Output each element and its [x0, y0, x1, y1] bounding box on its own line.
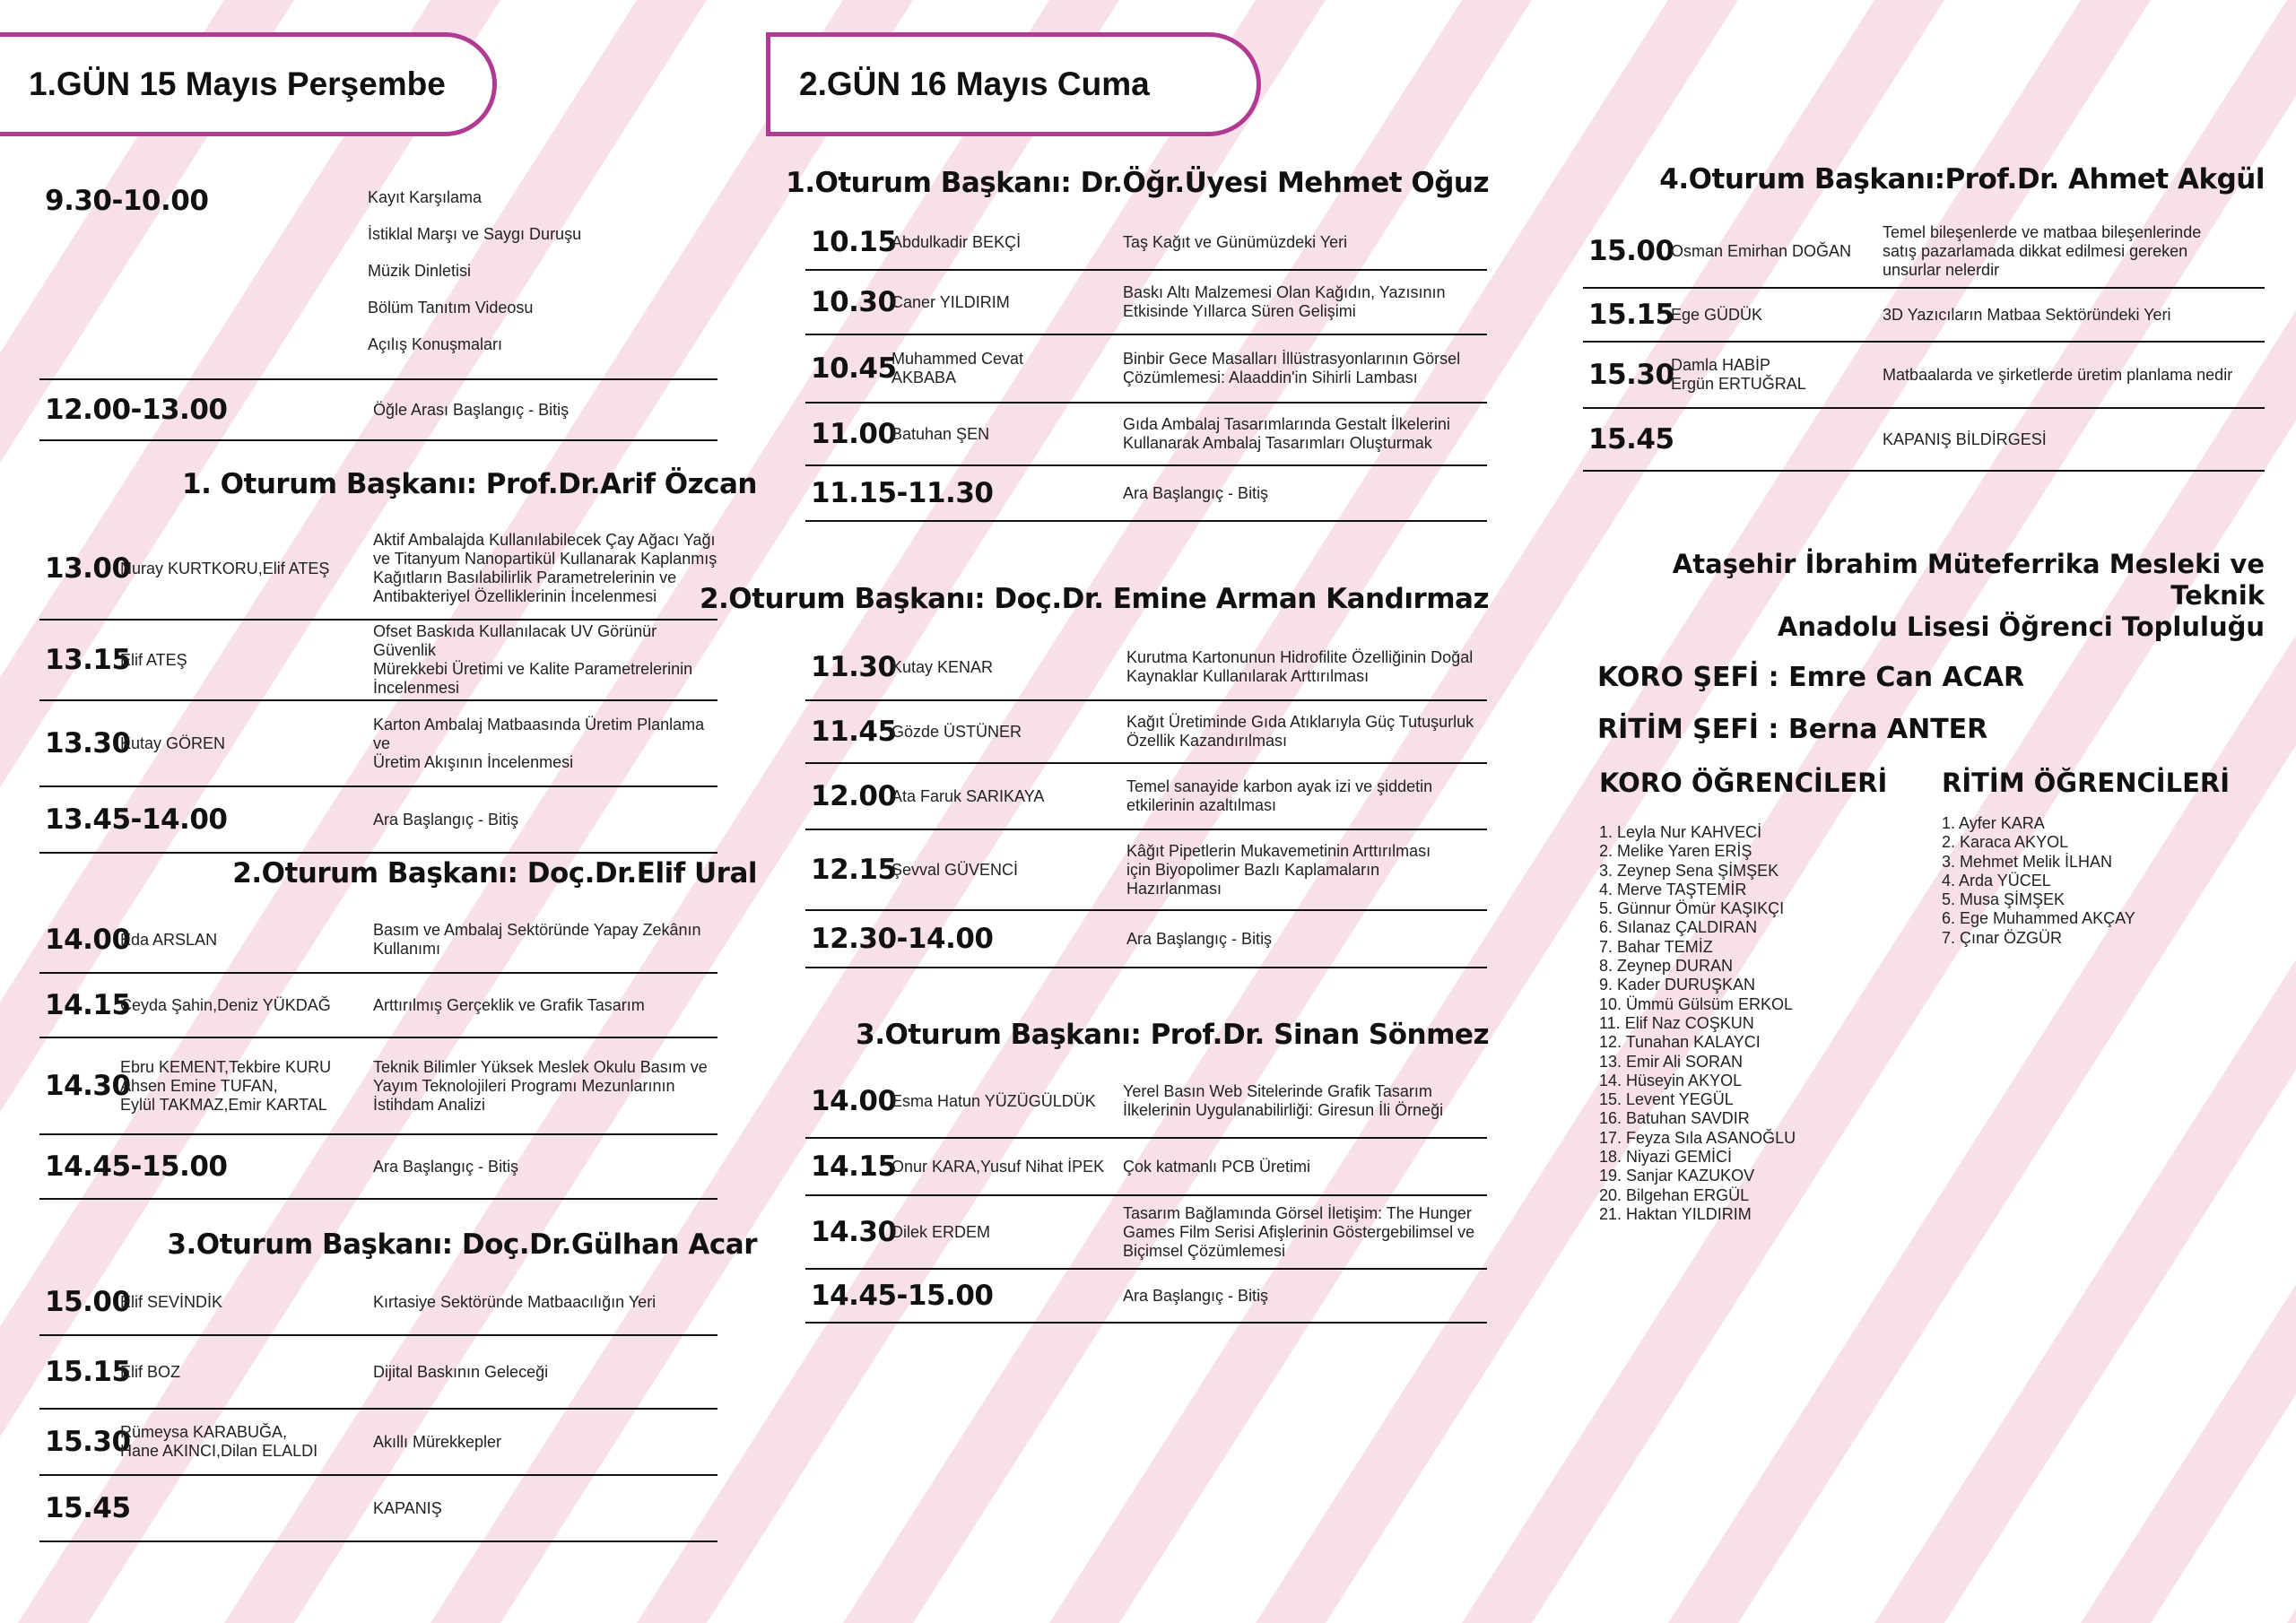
row-time: 13.00 — [45, 552, 131, 585]
session-title: 3.Oturum Başkanı: Prof.Dr. Sinan Sönmez — [856, 1019, 1489, 1051]
schedule-row — [805, 830, 1487, 911]
rhythm-students-title: RİTİM ÖĞRENCİLERİ — [1942, 768, 2230, 798]
row-time: 11.15-11.30 — [811, 477, 994, 509]
row-time: 11.00 — [811, 418, 897, 450]
row-speaker: Eda ARSLAN — [120, 930, 218, 949]
student-name: 17. Feyza Sıla ASANOĞLU — [1599, 1128, 1796, 1147]
student-name: 1. Ayfer KARA — [1942, 814, 2045, 832]
schedule-row — [39, 1410, 718, 1476]
student-name: 14. Hüseyin AKYOL — [1599, 1071, 1743, 1089]
row-topic: Ofset Baskıda Kullanılacak UV Görünür Güvenlik Mürekkebi Üretimi ve Kalite Parametrelerinin İncelenmesi — [373, 622, 693, 697]
student-name: 2. Melike Yaren ERİŞ — [1599, 842, 1752, 861]
schedule-row — [39, 787, 718, 854]
opening-item: İstiklal Marşı ve Saygı Duruşu — [368, 225, 582, 243]
row-time: 15.00 — [1588, 235, 1674, 267]
schedule-row — [805, 215, 1487, 271]
row-time: 15.30 — [1588, 359, 1674, 391]
row-time: 15.00 — [45, 1286, 131, 1318]
student-name: 7. Bahar TEMİZ — [1599, 937, 1713, 956]
row-speaker: Elif SEVİNDİK — [120, 1292, 223, 1311]
rhythm-students-list — [1942, 814, 2135, 948]
student-name: 21. Haktan YILDIRIM — [1599, 1204, 1752, 1223]
session-title: 4.Oturum Başkanı:Prof.Dr. Ahmet Akgül — [1659, 163, 2265, 195]
row-time: 13.30 — [45, 727, 131, 759]
opening-item: Müzik Dinletisi — [368, 262, 472, 280]
row-topic: Dijital Baskının Geleceği — [373, 1362, 549, 1381]
rhythm-chief: RİTİM ŞEFİ : Berna ANTER — [1597, 714, 1988, 745]
student-name: 6. Ege Muhammed AKÇAY — [1942, 909, 2135, 928]
opening-time: 9.30-10.00 — [45, 185, 209, 217]
row-time: 15.15 — [45, 1356, 131, 1388]
row-speaker: Muhammed Cevat AKBABA — [891, 350, 1024, 386]
row-speaker: Dilek ERDEM — [891, 1222, 991, 1241]
schedule-row — [39, 1038, 718, 1135]
student-name: 5. Musa ŞİMŞEK — [1942, 890, 2066, 909]
student-name: 11. Elif Naz COŞKUN — [1599, 1013, 1754, 1032]
row-time: 12.30-14.00 — [811, 923, 994, 955]
school-name: Ataşehir İbrahim Müteferrika Mesleki ve Teknik Anadolu Lisesi Öğrenci Topluluğu — [1672, 549, 2265, 642]
row-speaker: Ebru KEMENT,Tekbire KURU Ahsen Emine TUFAN, Eylül TAKMAZ,Emir KARTAL — [120, 1057, 332, 1114]
row-speaker: Esma Hatun YÜZÜGÜLDÜK — [891, 1091, 1096, 1110]
schedule-row — [805, 271, 1487, 335]
student-name: 13. Emir Ali SORAN — [1599, 1052, 1744, 1071]
row-topic: Tasarım Bağlamında Görsel İletişim: The Hunger Games Film Serisi Afişlerinin Göstergebilimsel ve Biçimsel Çözümlemesi — [1123, 1203, 1475, 1260]
schedule-row — [39, 907, 718, 974]
row-topic: Ara Başlangıç - Bitiş — [373, 1157, 519, 1176]
schedule-row — [39, 621, 718, 701]
lunch-row — [39, 380, 718, 441]
session-title: 2.Oturum Başkanı: Doç.Dr.Elif Ural — [232, 857, 757, 890]
schedule-row — [1583, 289, 2265, 343]
row-topic: Basım ve Ambalaj Sektöründe Yapay Zekânın Kullanımı — [373, 921, 701, 958]
row-time: 12.15 — [811, 854, 897, 886]
student-name: 9. Kader DURUŞKAN — [1599, 976, 1756, 994]
row-topic: Ara Başlangıç - Bitiş — [1123, 1286, 1269, 1305]
session-title: 3.Oturum Başkanı: Doç.Dr.Gülhan Acar — [167, 1228, 757, 1261]
student-name: 19. Sanjar KAZUKOV — [1599, 1167, 1755, 1185]
row-time: 11.30 — [811, 651, 897, 683]
row-topic: KAPANIŞ — [373, 1498, 442, 1517]
student-name: 15. Levent YEGÜL — [1599, 1090, 1734, 1109]
row-speaker: Şevval GÜVENCİ — [891, 860, 1019, 879]
row-speaker: Ege GÜDÜK — [1671, 305, 1763, 324]
row-speaker: Caner YILDIRIM — [891, 292, 1010, 311]
row-speaker: Kutay KENAR — [891, 657, 994, 676]
row-topic: Aktif Ambalajda Kullanılabilecek Çay Ağacı Yağı ve Titanyum Nanopartikül Kullanarak Kaplanmış Kağıtların Basılabilirlik Parametrelerinin ve Antibakteriyel Özelliklerinin İncelenmesi — [373, 531, 718, 605]
row-topic: Ara Başlangıç - Bitiş — [1123, 483, 1269, 502]
row-time: 13.45-14.00 — [45, 803, 228, 836]
row-topic: Kurutma Kartonunun Hidrofilite Özelliğinin Doğal Kaynaklar Kullanılarak Arttırılması — [1126, 648, 1474, 685]
row-topic: Temel bileşenlerde ve matbaa bileşenlerinde satış pazarlamada dikkat edilmesi gereken unsurlar nelerdir — [1883, 222, 2202, 279]
row-topic: Çok katmanlı PCB Üretimi — [1123, 1157, 1311, 1176]
schedule-row — [805, 764, 1487, 830]
row-time: 14.00 — [811, 1085, 897, 1117]
row-speaker: Ceyda Şahin,Deniz YÜKDAĞ — [120, 995, 331, 1014]
row-time: 14.45-15.00 — [45, 1150, 228, 1183]
day1-header: 1.GÜN 15 Mayıs Perşembe — [0, 32, 497, 136]
schedule-row — [805, 911, 1487, 968]
student-name: 18. Niyazi GEMİCİ — [1599, 1148, 1733, 1167]
student-name: 16. Batuhan SAVDIR — [1599, 1109, 1750, 1128]
row-topic: Ara Başlangıç - Bitiş — [1126, 929, 1273, 948]
row-topic: Binbir Gece Masalları İllüstrasyonlarının Görsel Çözümlemesi: Alaaddin'in Sihirli Lambası — [1123, 350, 1461, 386]
row-time: 15.45 — [45, 1492, 131, 1524]
schedule-row — [39, 1135, 718, 1200]
row-time: 10.15 — [811, 226, 897, 258]
row-time: 12.00 — [811, 780, 897, 812]
row-topic: Teknik Bilimler Yüksek Meslek Okulu Basım ve Yayım Teknolojileri Programı Mezunlarının İstihdam Analizi — [373, 1057, 708, 1114]
schedule-row — [39, 701, 718, 787]
student-name: 1. Leyla Nur KAHVECİ — [1599, 823, 1762, 841]
row-topic: Matbaalarda ve şirketlerde üretim planlama nedir — [1883, 365, 2233, 384]
student-name: 3. Mehmet Melik İLHAN — [1942, 852, 2113, 871]
row-speaker: Damla HABİP Ergün ERTUĞRAL — [1671, 356, 1806, 393]
row-time: 14.45-15.00 — [811, 1280, 994, 1312]
row-topic: Baskı Altı Malzemesi Olan Kağıdın, Yazısının Etkisinde Yıllarca Süren Gelişimi — [1123, 283, 1446, 320]
row-time: 14.15 — [45, 989, 131, 1021]
row-topic: Ara Başlangıç - Bitiş — [373, 810, 519, 829]
session-title: 1.Oturum Başkanı: Dr.Öğr.Üyesi Mehmet Oğuz — [786, 167, 1489, 199]
row-speaker: Onur KARA,Yusuf Nihat İPEK — [891, 1157, 1105, 1176]
row-speaker: Nuray KURTKORU,Elif ATEŞ — [120, 559, 330, 577]
student-name: 4. Arda YÜCEL — [1942, 871, 2051, 890]
row-topic: Kırtasiye Sektöründe Matbaacılığın Yeri — [373, 1292, 657, 1311]
student-name: 8. Zeynep DURAN — [1599, 957, 1734, 976]
row-speaker: Ata Faruk SARIKAYA — [891, 786, 1045, 805]
schedule-row — [39, 1476, 718, 1542]
schedule-row — [1583, 343, 2265, 409]
schedule-row — [805, 701, 1487, 764]
row-speaker: Abdulkadir BEKÇİ — [891, 232, 1022, 251]
row-topic: Karton Ambalaj Matbaasında Üretim Planlama ve Üretim Akışının İncelenmesi — [373, 715, 705, 771]
row-time: 15.30 — [45, 1426, 131, 1458]
choir-students-list — [1599, 823, 1796, 1224]
opening-items — [368, 188, 581, 372]
row-time: 15.45 — [1588, 423, 1674, 456]
row-topic: Arttırılmış Gerçeklik ve Grafik Tasarım — [373, 995, 645, 1014]
row-topic: Kâğıt Pipetlerin Mukavemetinin Arttırılması için Biyopolimer Bazlı Kaplamaların Hazırlanması — [1126, 841, 1431, 898]
schedule-row — [39, 518, 718, 621]
row-speaker: Rümeysa KARABUĞA, Hane AKINCI,Dilan ELALDI — [120, 1423, 318, 1460]
row-time: 10.30 — [811, 286, 897, 318]
student-name: 5. Günnur Ömür KAŞIKÇI — [1599, 899, 1785, 918]
student-name: 3. Zeynep Sena ŞİMŞEK — [1599, 861, 1779, 880]
opening-item: Açılış Konuşmaları — [368, 335, 503, 353]
row-topic: Taş Kağıt ve Günümüzdeki Yeri — [1123, 232, 1348, 251]
row-topic: 3D Yazıcıların Matbaa Sektöründeki Yeri — [1883, 305, 2171, 324]
schedule-row — [805, 1139, 1487, 1196]
schedule-row — [39, 1270, 718, 1336]
schedule-row — [805, 1196, 1487, 1270]
row-topic: Temel sanayide karbon ayak izi ve şiddetin etkilerinin azaltılması — [1126, 777, 1433, 814]
student-name: 2. Karaca AKYOL — [1942, 833, 2069, 852]
opening-item: Bölüm Tanıtım Videosu — [368, 299, 534, 317]
row-time: 14.30 — [811, 1216, 897, 1248]
row-speaker: Batuhan ŞEN — [891, 424, 990, 443]
row-speaker: Elif BOZ — [120, 1362, 181, 1381]
choir-chief: KORO ŞEFİ : Emre Can ACAR — [1597, 662, 2025, 693]
schedule-row — [805, 404, 1487, 466]
opening-item: Kayıt Karşılama — [368, 188, 483, 206]
session-title: 1. Oturum Başkanı: Prof.Dr.Arif Özcan — [182, 468, 757, 500]
schedule-row — [39, 1336, 718, 1410]
student-name: 12. Tunahan KALAYCI — [1599, 1033, 1761, 1052]
row-speaker: Osman Emirhan DOĞAN — [1671, 241, 1852, 260]
row-speaker: Gözde ÜSTÜNER — [891, 722, 1022, 741]
row-time: 10.45 — [811, 352, 897, 385]
row-time: 14.00 — [45, 924, 131, 956]
schedule-row — [805, 1065, 1487, 1139]
student-name: 10. Ümmü Gülsüm ERKOL — [1599, 994, 1794, 1013]
row-time: 14.15 — [811, 1150, 897, 1183]
schedule-row — [1583, 215, 2265, 289]
row-speaker: Elif ATEŞ — [120, 650, 187, 669]
schedule-row — [805, 635, 1487, 701]
row-topic: Öğle Arası Başlangıç - Bitiş — [373, 400, 570, 419]
schedule-row — [805, 335, 1487, 404]
row-time: 15.15 — [1588, 299, 1674, 331]
row-topic: Yerel Basın Web Sitelerinde Grafik Tasarım İlkelerinin Uygulanabilirliği: Giresun İli Örneği — [1123, 1082, 1444, 1119]
day2-header: 2.GÜN 16 Mayıs Cuma — [766, 32, 1261, 136]
schedule-row — [1583, 409, 2265, 472]
row-speaker: Kutay GÖREN — [120, 733, 226, 752]
row-time: 14.30 — [45, 1070, 131, 1102]
row-topic: Gıda Ambalaj Tasarımlarında Gestalt İlkelerini Kullanarak Ambalaj Tasarımları Oluşturmak — [1123, 415, 1450, 452]
student-name: 4. Merve TAŞTEMİR — [1599, 880, 1747, 898]
row-topic: Kağıt Üretiminde Gıda Atıklarıyla Güç Tutuşurluk Özellik Kazandırılması — [1126, 713, 1474, 750]
session-title: 2.Oturum Başkanı: Doç.Dr. Emine Arman Kandırmaz — [699, 583, 1489, 615]
row-topic: Akıllı Mürekkepler — [373, 1432, 502, 1451]
choir-students-title: KORO ÖĞRENCİLERİ — [1599, 768, 1888, 798]
schedule-row — [805, 1270, 1487, 1324]
student-name: 20. Bilgehan ERGÜL — [1599, 1185, 1750, 1204]
row-time: 12.00-13.00 — [45, 394, 228, 426]
row-topic: KAPANIŞ BİLDİRGESİ — [1883, 430, 2047, 448]
student-name: 7. Çınar ÖZGÜR — [1942, 928, 2063, 947]
row-time: 13.15 — [45, 644, 131, 676]
student-name: 6. Sılanaz ÇALDIRAN — [1599, 918, 1758, 937]
schedule-row — [805, 466, 1487, 522]
row-time: 11.45 — [811, 716, 897, 748]
schedule-row — [39, 974, 718, 1038]
